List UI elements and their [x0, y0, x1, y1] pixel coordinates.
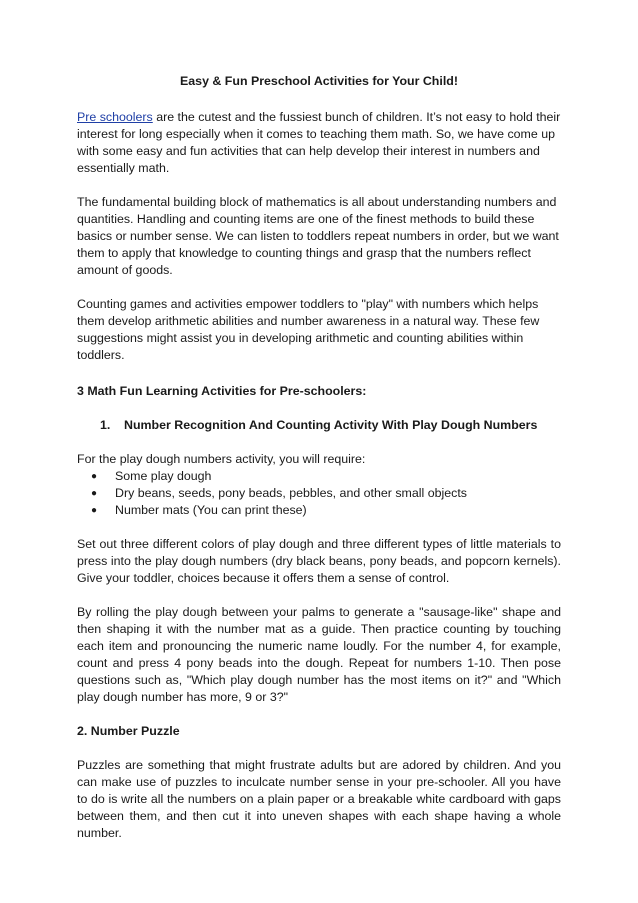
paragraph-fundamentals: The fundamental building block of mathematics is all about understanding numbers and quantities. Handling and counting items are one of the finest methods to build these basics or number sense. We can listen to toddlers repeat numbers in order, but we want them to apply that knowledge to counting things and grasp that the numbers reflect amount of goods. [77, 195, 559, 277]
activity-1-title: Number Recognition And Counting Activity With Play Dough Numbers [124, 418, 538, 432]
list-item [77, 468, 561, 485]
list-item-text: Number mats (You can print these) [115, 503, 307, 517]
activity-2-heading: 2. Number Puzzle [77, 724, 180, 738]
activity-1-paragraph-setup: Set out three different colors of play dough and three different types of little materials to press into the play dough numbers (dry black beans, pony beads, and popcorn kernels). Give your toddler, choices because it offers them a sense of control. [77, 537, 561, 585]
document-page [77, 73, 561, 859]
paragraph-counting-games: Counting games and activities empower toddlers to "play" with numbers which helps them develop arithmetic abilities and number awareness in a natural way. These few suggestions might assist you in developing arithmetic and counting abilities within toddlers. [77, 297, 540, 362]
list-item-text: Some play dough [115, 469, 212, 483]
bullet-icon: ● [91, 505, 98, 516]
activity-1-heading [77, 417, 561, 434]
intro-text: are the cutest and the fussiest bunch of children. It’s not easy to hold their interest for long especially when it comes to teaching them math. So, we have come up with some easy and fun activities that can help develop their interest in numbers and essentially math. [77, 110, 561, 175]
list-item [77, 485, 561, 502]
requirements-intro: For the play dough numbers activity, you will require: [77, 452, 366, 466]
section-heading: 3 Math Fun Learning Activities for Pre-schoolers: [77, 384, 367, 398]
list-item-text: Dry beans, seeds, pony beads, pebbles, and other small objects [115, 486, 467, 500]
intro-paragraph [77, 109, 561, 177]
document-title: Easy & Fun Preschool Activities for Your Child! [180, 74, 458, 88]
pre-schoolers-link[interactable]: Pre schoolers [77, 110, 153, 124]
activity-2-paragraph: Puzzles are something that might frustrate adults but are adored by children. And you can make use of puzzles to inculcate number sense in your pre-schooler. All you have to do is write all the numbers on a plain paper or a breakable white cardboard with gaps between them, and then cut it into uneven shapes with each shape having a whole number. [77, 758, 561, 840]
bullet-icon: ● [91, 471, 98, 482]
list-item [77, 502, 561, 519]
activity-1-paragraph-rolling: By rolling the play dough between your palms to generate a "sausage-like" shape and then shaping it with the number mat as a guide. Then practice counting by touching each item and pronouncing the numeric name loudly. For the number 4, for example, count and press 4 pony beads into the dough. Repeat for numbers 1-10. Then pose questions such as, "Which play dough number has the most items on it?" and "Which play dough number has more, 9 or 3?" [77, 605, 561, 704]
bullet-icon: ● [91, 488, 98, 499]
requirements-list [77, 468, 561, 519]
activity-1-number: 1. [100, 418, 111, 432]
